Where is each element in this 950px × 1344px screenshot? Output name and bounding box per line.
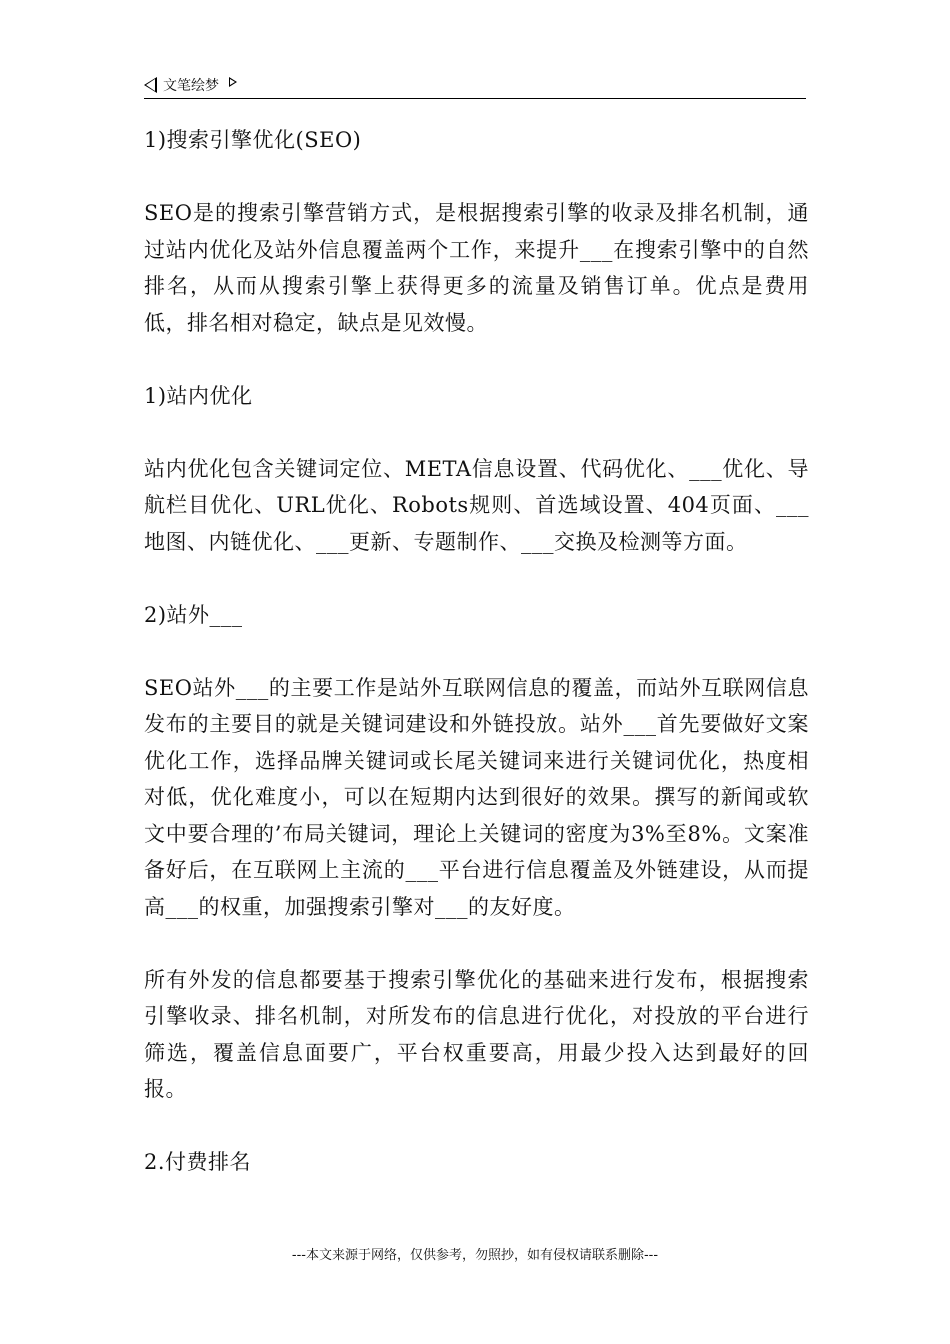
paragraph-publishing: 所有外发的信息都要基于搜索引擎优化的基础来进行发布，根据搜索引擎收录、排名机制，对所发布的信息进行优化，对投放的平台进行筛选，覆盖信息面要广，平台权重要高，用最少投入达到最好的回报。	[144, 967, 809, 1101]
paragraph-offsite: SEO站外___的主要工作是站外互联网信息的覆盖，而站外互联网信息发布的主要目的就是关键词建设和外链投放。站外___首先要做好文案优化工作，选择品牌关键词或长尾关键词来进行关键词优化，热度相对低，优化难度小，可以在短期内达到很好的效果。撰写的新闻或软文中要合理的’布局关键词，理论上关键词的密度为3%至8%。文案准备好后，在互联网上主流的___平台进行信息覆盖及外链建设，从而提高___的权重，加强搜索引擎对___的友好度。	[144, 675, 809, 919]
paragraph-seo-intro: SEO是的搜索引擎营销方式，是根据搜索引擎的收录及排名机制，通过站内优化及站外信息覆盖两个工作，来提升___在搜索引擎中的自然排名，从而从搜索引擎上获得更多的流量及销售订单。优点是费用低，排名相对稳定，缺点是见效慢。	[144, 201, 809, 335]
document-body	[144, 122, 809, 1217]
header-title: 文笔绘梦	[163, 78, 219, 94]
page-header	[144, 72, 806, 99]
paragraph-onsite: 站内优化包含关键词定位、META信息设置、代码优化、___优化、导航栏目优化、URL优化、Robots规则、首选域设置、404页面、___地图、内链优化、___更新、专题制作、___交换及检测等方面。	[144, 456, 809, 554]
section-heading-offsite: 2)站外___	[144, 602, 243, 627]
left-triangle-icon	[144, 77, 157, 93]
section-heading-seo: 1)搜索引擎优化(SEO)	[144, 128, 362, 152]
section-heading-onsite: 1)站内优化	[144, 383, 253, 408]
section-heading-paid: 2.付费排名	[144, 1150, 252, 1174]
page-footer: ---本文来源于网络，仅供参考，勿照抄，如有侵权请联系删除---	[291, 1248, 659, 1263]
right-triangle-icon	[229, 77, 237, 87]
